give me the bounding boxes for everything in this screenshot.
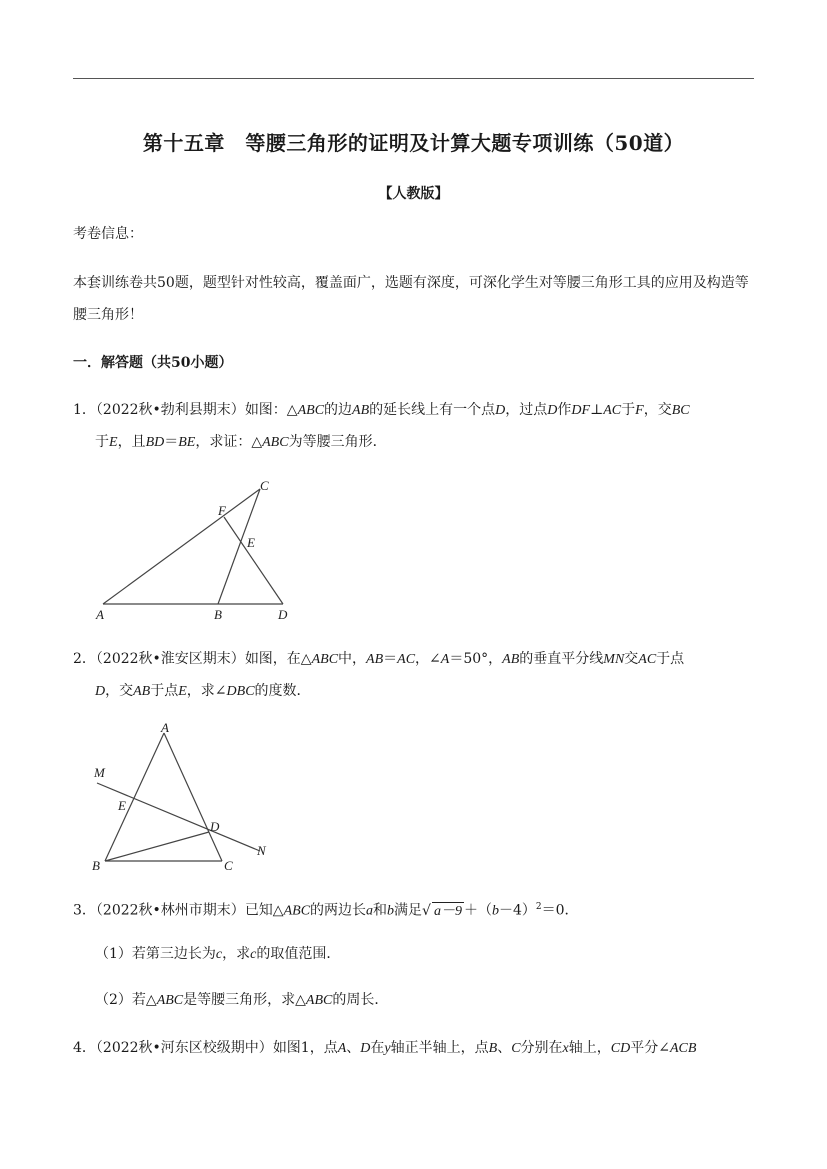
text: 在 <box>370 1040 385 1056</box>
math: b <box>387 903 395 919</box>
label-c: C <box>260 478 269 493</box>
math: ABC <box>297 403 325 418</box>
text: 的垂直平分线 <box>519 651 604 667</box>
text: 如图，在△ <box>244 651 312 667</box>
label-a: A <box>96 607 104 622</box>
math: E <box>109 435 118 450</box>
text: ，交 <box>105 683 134 699</box>
text: 分别在 <box>520 1040 563 1056</box>
label-f: F <box>218 503 226 518</box>
question-3-sub-2 <box>95 991 388 1010</box>
header-rule <box>73 78 754 79</box>
math: b <box>491 903 499 919</box>
math: AB <box>502 652 520 667</box>
text: 如图：△ <box>244 402 298 418</box>
segment-ab <box>105 733 164 861</box>
text: 平分∠ <box>630 1040 670 1056</box>
question-source: （2022秋•林州市期末） <box>95 902 245 919</box>
text: 、 <box>346 1040 361 1056</box>
question-source: （2022秋•淮安区期末） <box>95 651 245 667</box>
segment-df <box>224 517 283 604</box>
question-3-sub-1 <box>95 945 340 964</box>
text: （2）若△ <box>95 992 157 1008</box>
figure-2 <box>88 718 278 876</box>
text: 于点 <box>150 683 179 699</box>
math: ABC <box>311 652 339 667</box>
math: x <box>562 1041 569 1056</box>
text: ，过点 <box>505 402 548 418</box>
text: ，∠ <box>415 651 441 667</box>
math: AB <box>366 652 384 667</box>
math: ACB <box>669 1041 697 1056</box>
figure-1 <box>90 475 310 625</box>
math: D <box>95 684 106 699</box>
math: DF <box>571 403 591 418</box>
text: 于点 <box>656 651 685 667</box>
question-4-line-1 <box>73 1039 696 1058</box>
edition-label: 【人教版】 <box>378 186 449 202</box>
sqrt-radicand: a－9 <box>433 903 462 919</box>
text: －4） <box>498 902 536 919</box>
text: 为等腰三角形． <box>288 434 387 450</box>
math: AC <box>397 652 416 667</box>
math: C <box>511 1041 521 1056</box>
math: BD <box>145 435 165 450</box>
label-e: E <box>118 798 126 813</box>
math: c <box>215 947 223 962</box>
math: AC <box>603 403 622 418</box>
text: 于 <box>621 402 636 418</box>
math: AB <box>352 403 370 418</box>
question-3-line-1 <box>73 898 579 921</box>
text: 是等腰三角形，求△ <box>183 992 306 1008</box>
text: ＝ <box>383 651 398 667</box>
label-d: D <box>210 819 220 834</box>
text: ⊥ <box>590 402 604 418</box>
question-number: 1． <box>73 402 96 418</box>
text: 中， <box>338 651 367 667</box>
text: 已知△ <box>244 902 284 919</box>
math: a <box>366 903 374 919</box>
question-2-line-1 <box>73 650 684 669</box>
math: AC <box>638 652 657 667</box>
text: 的取值范围． <box>256 946 341 962</box>
text: 和 <box>373 902 388 919</box>
text: ，求证：△ <box>195 434 263 450</box>
label-c: C <box>224 858 233 873</box>
text: 轴正半轴上，点 <box>390 1040 489 1056</box>
math: ABC <box>262 435 289 450</box>
math: ABC <box>305 993 333 1008</box>
math: B <box>488 1041 498 1056</box>
question-number: 4． <box>73 1040 96 1056</box>
text: 作 <box>557 402 572 418</box>
question-number: 2． <box>73 651 96 667</box>
math: BC <box>671 403 690 418</box>
segment-bd <box>105 832 209 861</box>
text: 满足 <box>394 902 423 919</box>
text: 的边 <box>324 402 353 418</box>
text: 的延长线上有一个点 <box>369 402 496 418</box>
math: ABC <box>283 903 311 919</box>
math: A <box>440 652 450 667</box>
math: CD <box>610 1041 631 1056</box>
math: E <box>178 684 187 699</box>
question-source: （2022秋•河东区校级期中） <box>95 1040 273 1056</box>
text: ＝50°， <box>449 651 503 667</box>
text: ＝ <box>164 434 179 450</box>
math: D <box>495 403 506 418</box>
text: （1）若第三边长为 <box>95 946 216 962</box>
exponent: 2 <box>535 902 542 912</box>
math: AB <box>133 684 151 699</box>
text: 交 <box>624 651 639 667</box>
question-1-line-1 <box>73 401 690 420</box>
question-source: （2022秋•勃利县期末） <box>95 402 245 418</box>
label-d: D <box>278 607 288 622</box>
math: BE <box>178 435 196 450</box>
question-number: 3． <box>73 902 96 919</box>
text: 于 <box>95 434 109 450</box>
math: DBC <box>226 684 255 699</box>
math: ABC <box>156 993 184 1008</box>
text: ，且 <box>117 434 146 450</box>
math: D <box>547 403 558 418</box>
text: 轴上， <box>568 1040 611 1056</box>
label-b: B <box>214 607 222 622</box>
intro-line-2: 腰三角形！ <box>73 307 143 323</box>
label-m: M <box>94 765 105 780</box>
text: 的度数． <box>254 683 311 699</box>
math: y <box>384 1041 391 1056</box>
text: ，求∠ <box>186 683 227 699</box>
math: D <box>360 1041 371 1056</box>
label-b: B <box>92 858 100 873</box>
exam-info-label: 考卷信息： <box>73 226 143 242</box>
label-n: N <box>257 843 266 858</box>
segment-ac <box>103 489 260 604</box>
section-heading: 一．解答题（共50小题） <box>73 355 233 371</box>
math: c <box>250 947 257 962</box>
sqrt-expression: √ a－9 <box>422 902 462 919</box>
math: A <box>337 1041 347 1056</box>
question-1-line-2 <box>95 433 387 452</box>
text: ，求 <box>222 946 251 962</box>
text: 的周长． <box>332 992 389 1008</box>
page-title: 第十五章 等腰三角形的证明及计算大题专项训练（50道） <box>142 131 685 155</box>
label-e: E <box>247 535 255 550</box>
label-a: A <box>161 720 169 735</box>
text: ＋（ <box>463 902 492 919</box>
math: F <box>635 403 644 418</box>
intro-line-1: 本套训练卷共50题，题型针对性较高，覆盖面广，选题有深度，可深化学生对等腰三角形工具的应用及构造等 <box>73 275 749 291</box>
text: 、 <box>497 1040 512 1056</box>
text: ，交 <box>643 402 672 418</box>
text: 如图1，点 <box>272 1040 338 1056</box>
text: 的两边长 <box>310 902 367 919</box>
text: ＝0． <box>541 902 579 919</box>
math: MN <box>603 652 625 667</box>
question-2-line-2 <box>95 682 311 701</box>
